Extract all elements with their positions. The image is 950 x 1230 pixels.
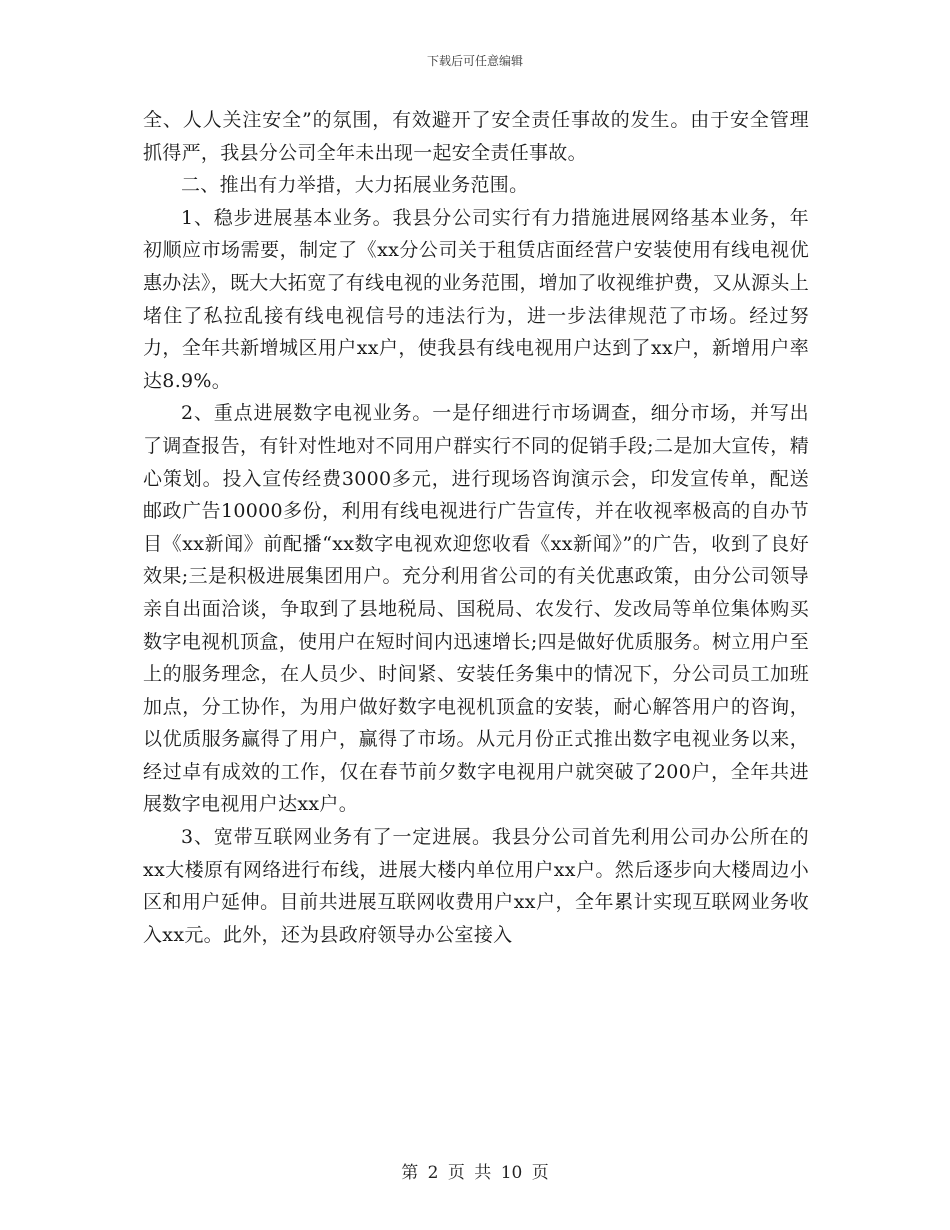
- paragraph-broadband: 3、宽带互联网业务有了一定进展。我县分公司首先利用公司办公所在的xx大楼原有网络进行布线，进展大楼内单位用户xx户。然后逐步向大楼周边小区和用户延伸。目前共进展互联网收费用户xx户，全年累计实现互联网业务收入xx元。此外，还为县政府领导办公室接入: [143, 826, 809, 946]
- section-heading-business: 二、推出有力举措，大力拓展业务范围。: [181, 174, 529, 197]
- paragraph-safety-continuation: 全、人人关注安全”的氛围，有效避开了安全责任事故的发生。由于安全管理抓得严，我县分公司全年未出现一起安全责任事故。: [143, 109, 809, 164]
- paragraph-basic-business: 1、稳步进展基本业务。我县分公司实行有力措施进展网络基本业务，年初顺应市场需要，制定了《xx分公司关于租赁店面经营户安装使用有线电视优惠办法》，既大大拓宽了有线电视的业务范围，增加了收视维护费，又从源头上堵住了私拉乱接有线电视信号的违法行为，进一步法律规范了市场。经过努力，全年共新增城区用户xx户，使我县有线电视用户达到了xx户，新增用户率达8.9%。: [143, 206, 810, 392]
- page-footer: 第 2 页 共 10 页: [401, 1163, 549, 1183]
- page-header: 下载后可任意编辑: [426, 54, 523, 68]
- paragraph-digital-tv: 2、重点进展数字电视业务。一是仔细进行市场调查，细分市场，并写出了调查报告，有针对性地对不同用户群实行不同的促销手段;二是加大宣传，精心策划。投入宣传经费3000多元，进行现场咨询演示会，印发宣传单，配送邮政广告10000多份，利用有线电视进行广告宣传，并在收视率极高的自办节目《xx新闻》前配播“xx数字电视欢迎您收看《xx新闻》”的广告，收到了良好效果;三是积极进展集团用户。充分利用省公司的有关优惠政策，由分公司领导亲自出面洽谈，争取到了县地税局、国税局、农发行、发改局等单位集体购买数字电视机顶盒，使用户在短时间内迅速增长;四是做好优质服务。树立用户至上的服务理念，在人员少、时间紧、安装任务集中的情况下，分公司员工加班加点，分工协作，为用户做好数字电视机顶盒的安装，耐心解答用户的咨询，以优质服务赢得了用户，赢得了市场。从元月份正式推出数字电视业务以来，经过卓有成效的工作，仅在春节前夕数字电视用户就突破了200户，全年共进展数字电视用户达xx户。: [143, 402, 809, 816]
- document-body: [143, 104, 809, 951]
